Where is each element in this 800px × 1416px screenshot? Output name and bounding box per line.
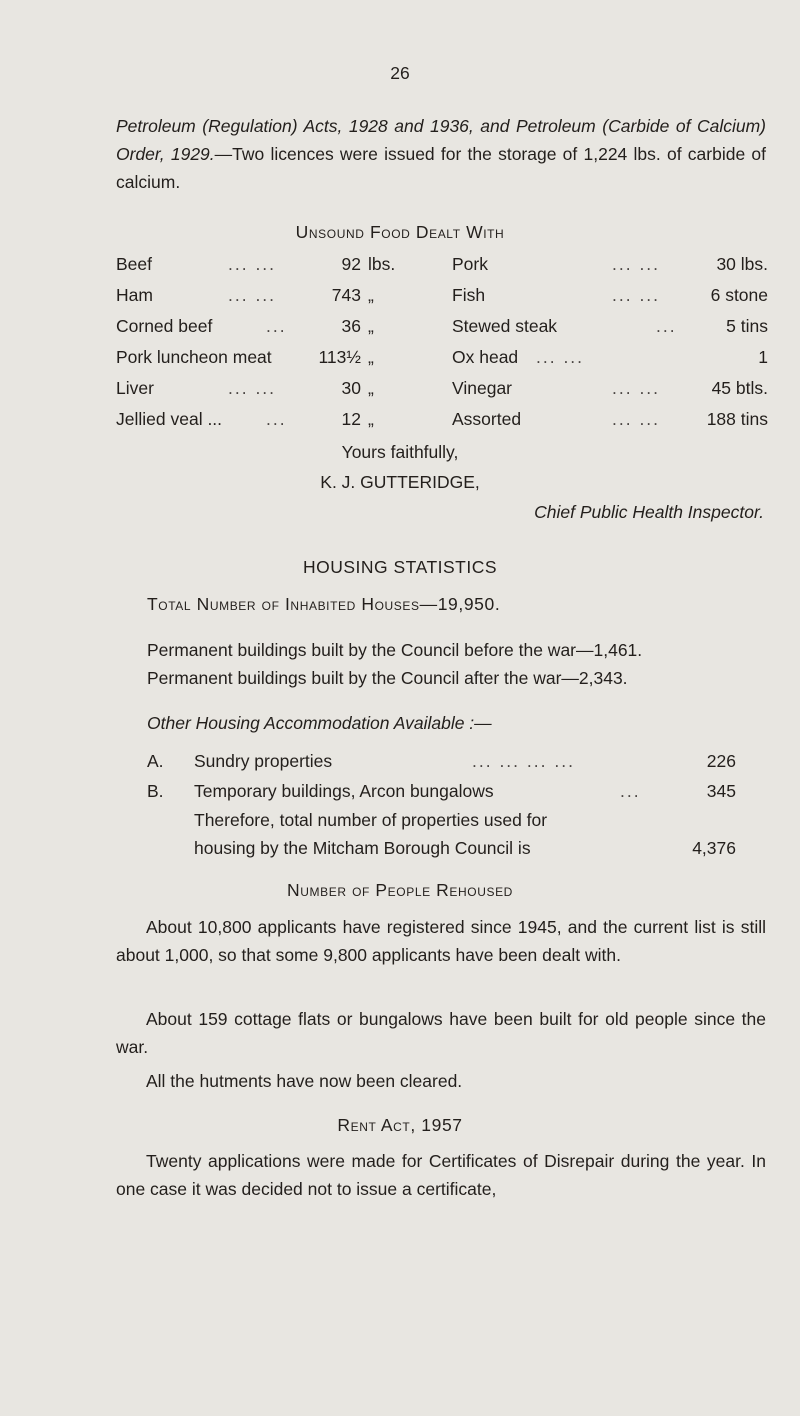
other-housing-heading: Other Housing Accommodation Available :— [147, 713, 492, 733]
table-leader: ... ... [612, 409, 661, 429]
housing-heading: HOUSING STATISTICS [302, 557, 498, 577]
item-a-value: 226 [706, 751, 736, 771]
food-unit1: „ [368, 347, 374, 367]
food-qty1: 30 [341, 378, 361, 398]
rent-act-heading: Rent Act, 1957 [337, 1115, 463, 1135]
food-item1: Beef [116, 254, 152, 274]
food-qty2: 1 [758, 347, 768, 367]
food-item2: Stewed steak [452, 316, 558, 336]
table-leader: ... ... [228, 285, 277, 305]
food-item2: Assorted [452, 409, 522, 429]
food-qty1: 113½ [318, 347, 361, 367]
food-qty2: 6 stone [710, 285, 768, 305]
food-item1: Corned beef [116, 316, 213, 336]
rehoused-paragraph-2: About 159 cottage flats or bungalows have been built for old people since the war. [116, 1009, 766, 1057]
therefore-line-2: housing by the Mitcham Borough Council is [194, 838, 531, 858]
item-a-leader: ... ... ... ... [472, 751, 575, 771]
item-b-value: 345 [706, 781, 736, 801]
food-item1: Jellied veal ... [116, 409, 223, 429]
signatory-name: K. J. GUTTERIDGE, [320, 472, 480, 492]
table-leader: ... [266, 316, 287, 336]
closing-line: Yours faithfully, [341, 442, 459, 462]
item-b-leader: ... [620, 781, 641, 801]
item-a-letter: A. [147, 751, 164, 771]
item-b-label: Temporary buildings, Arcon bungalows [194, 781, 494, 801]
table-leader: ... ... [536, 347, 585, 367]
food-unit1: „ [368, 285, 374, 305]
table-leader: ... ... [228, 254, 277, 274]
rent-act-paragraph: Twenty applications were made for Certificates of Disrepair during the year. In one case it was decided not to issue a certificate, [116, 1151, 766, 1199]
signatory-title: Chief Public Health Inspector. [534, 502, 764, 522]
food-qty1: 36 [341, 316, 361, 336]
table-leader: ... ... [612, 254, 661, 274]
item-b-letter: B. [147, 781, 164, 801]
therefore-value: 4,376 [692, 838, 736, 858]
food-qty1: 743 [331, 285, 361, 305]
food-unit1: lbs. [368, 254, 396, 274]
table-leader: ... ... [612, 285, 661, 305]
food-qty2: 5 tins [726, 316, 768, 336]
rehoused-heading: Number of People Rehoused [287, 880, 513, 900]
rehoused-paragraph-3: All the hutments have now been cleared. [146, 1071, 463, 1091]
petroleum-paragraph [116, 112, 766, 196]
food-qty2: 45 btls. [711, 378, 768, 398]
therefore-line-1: Therefore, total number of properties used for [194, 810, 548, 830]
food-unit1: „ [368, 409, 374, 429]
food-item2: Pork [452, 254, 488, 274]
built-after-war: Permanent buildings built by the Council after the war—2,343. [147, 668, 628, 688]
table-leader: ... [266, 409, 287, 429]
built-before-war: Permanent buildings built by the Council before the war—1,461. [147, 640, 643, 660]
food-unit1: „ [368, 378, 374, 398]
petroleum-title: Petroleum (Regulation) Acts, 1928 and 1936, and Petroleum (Carbide of Calcium) Order, 1929. [116, 116, 766, 164]
item-a-label: Sundry properties [194, 751, 333, 771]
petroleum-body: —Two licences were issued for the storage of 1,224 lbs. of carbide of calcium. [116, 144, 766, 192]
rehoused-paragraph-1: About 10,800 applicants have registered since 1945, and the current list is still about 1,000, so that some 9,800 applicants have been dealt with. [116, 917, 766, 965]
table-leader: ... ... [612, 378, 661, 398]
food-unit1: „ [368, 316, 374, 336]
table-leader: ... [656, 316, 677, 336]
food-item2: Fish [452, 285, 486, 305]
table-leader: ... ... [228, 378, 277, 398]
food-qty2: 30 lbs. [716, 254, 768, 274]
food-item2: Vinegar [452, 378, 513, 398]
food-item2: Ox head [452, 347, 519, 367]
unsound-food-heading: Unsound Food Dealt With [295, 222, 505, 242]
food-item1: Ham [116, 285, 153, 305]
food-qty2: 188 tins [706, 409, 768, 429]
food-item1: Liver [116, 378, 154, 398]
food-qty1: 12 [341, 409, 361, 429]
food-item1: Pork luncheon meat [116, 347, 272, 367]
page-number: 26 [390, 63, 410, 83]
total-inhabited-houses: Total Number of Inhabited Houses—19,950. [147, 594, 501, 614]
food-qty1: 92 [341, 254, 361, 274]
